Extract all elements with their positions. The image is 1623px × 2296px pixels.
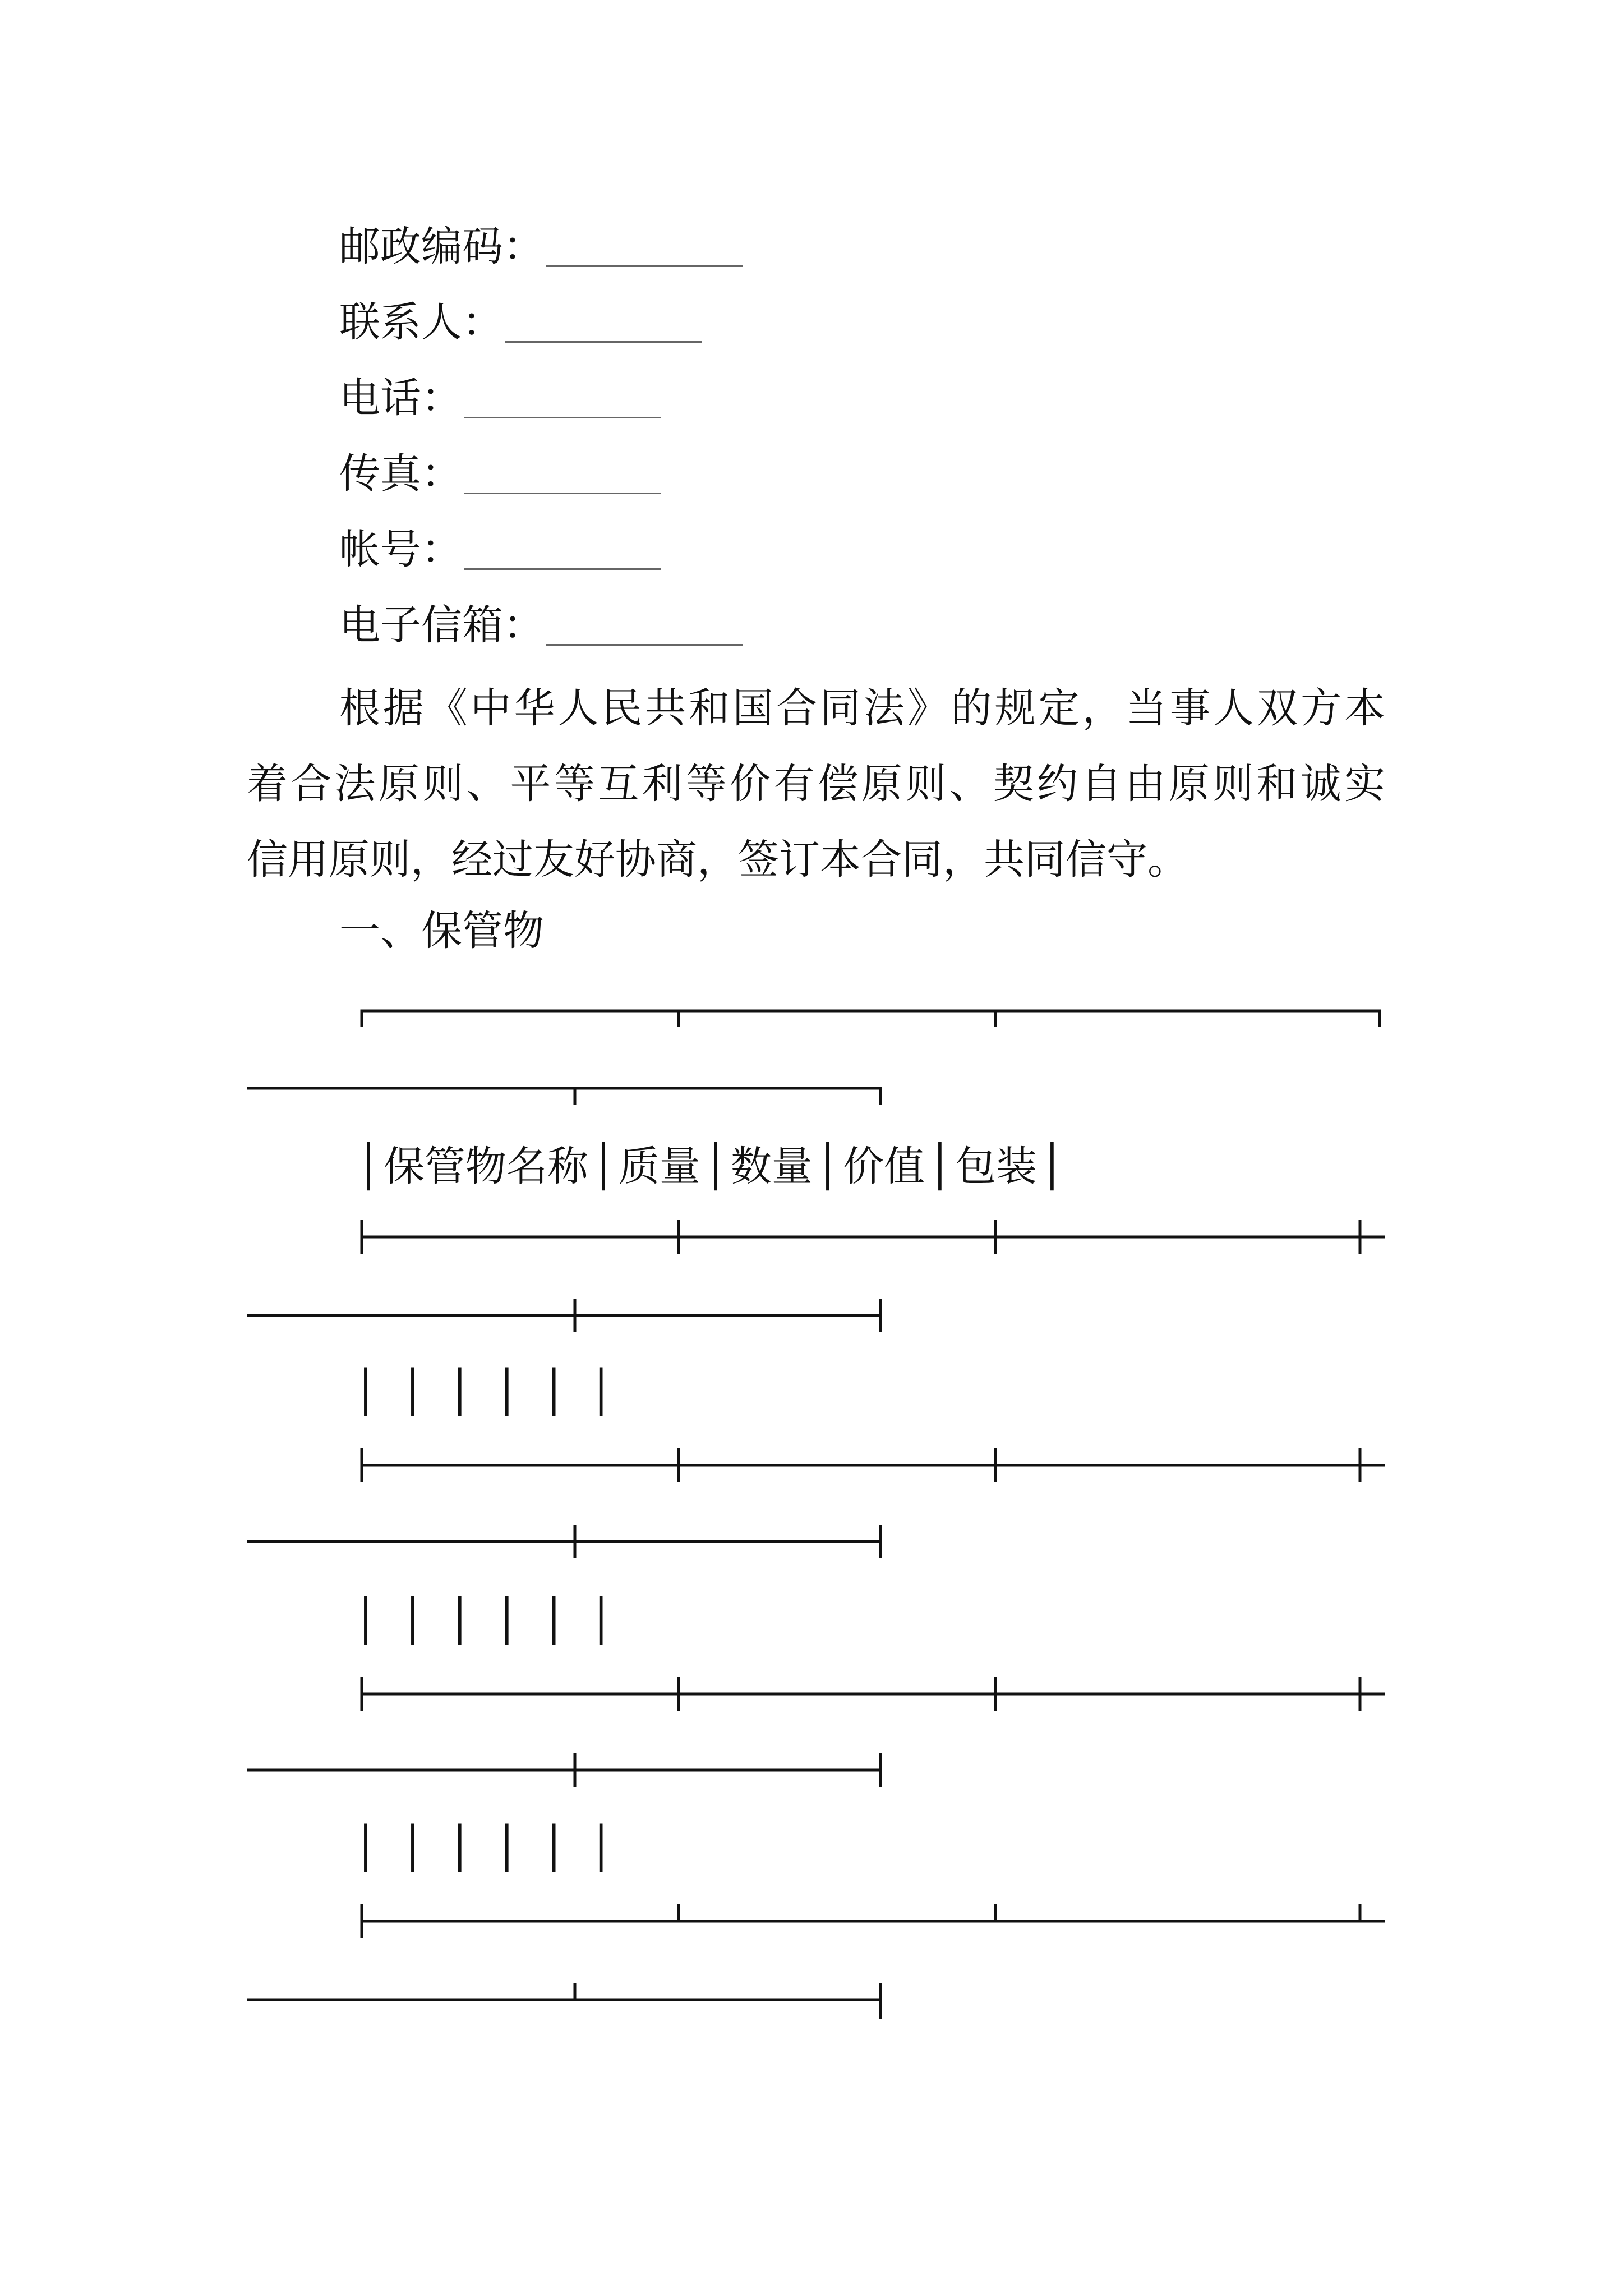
column-header-quality: 质量 (619, 1143, 700, 1190)
phone-label: 电话： (339, 374, 462, 422)
table-border: │ (356, 1143, 381, 1190)
table-border: │ (591, 1143, 616, 1190)
postal-code-label: 邮政编码： (339, 223, 544, 270)
column-header-quantity: 数量 (731, 1143, 813, 1190)
table-header-row (353, 1139, 1067, 1195)
table-border: │ (815, 1143, 840, 1190)
table-row-cells: ││││││ (353, 1597, 636, 1645)
fax-label: 传真： (339, 450, 462, 498)
section-heading: 一、保管物 (339, 907, 544, 955)
table-row (353, 1364, 636, 1420)
contact-person-label: 联系人： (339, 298, 503, 346)
intro-line: 着合法原则、平等互利等价有偿原则、契约自由原则和诚实 (247, 760, 1385, 808)
table-row-cells: ││││││ (353, 1368, 636, 1416)
table-border: │ (928, 1143, 952, 1190)
column-header-name: 保管物名称 (384, 1143, 588, 1190)
intro-line: 信用原则，经过友好协商，签订本合同，共同信守。 (247, 836, 1188, 884)
table-row-cells: ││││││ (353, 1824, 636, 1872)
intro-line: 根据《中华人民共和国合同法》的规定，当事人双方本 (339, 684, 1385, 732)
table-row (353, 1593, 636, 1649)
table-border: │ (703, 1143, 728, 1190)
email-label: 电子信箱： (339, 601, 544, 649)
table-border: │ (1040, 1143, 1064, 1190)
column-header-packaging: 包装 (955, 1143, 1037, 1190)
table-row (353, 1820, 636, 1876)
account-label: 帐号： (339, 526, 462, 573)
column-header-value: 价值 (843, 1143, 925, 1190)
